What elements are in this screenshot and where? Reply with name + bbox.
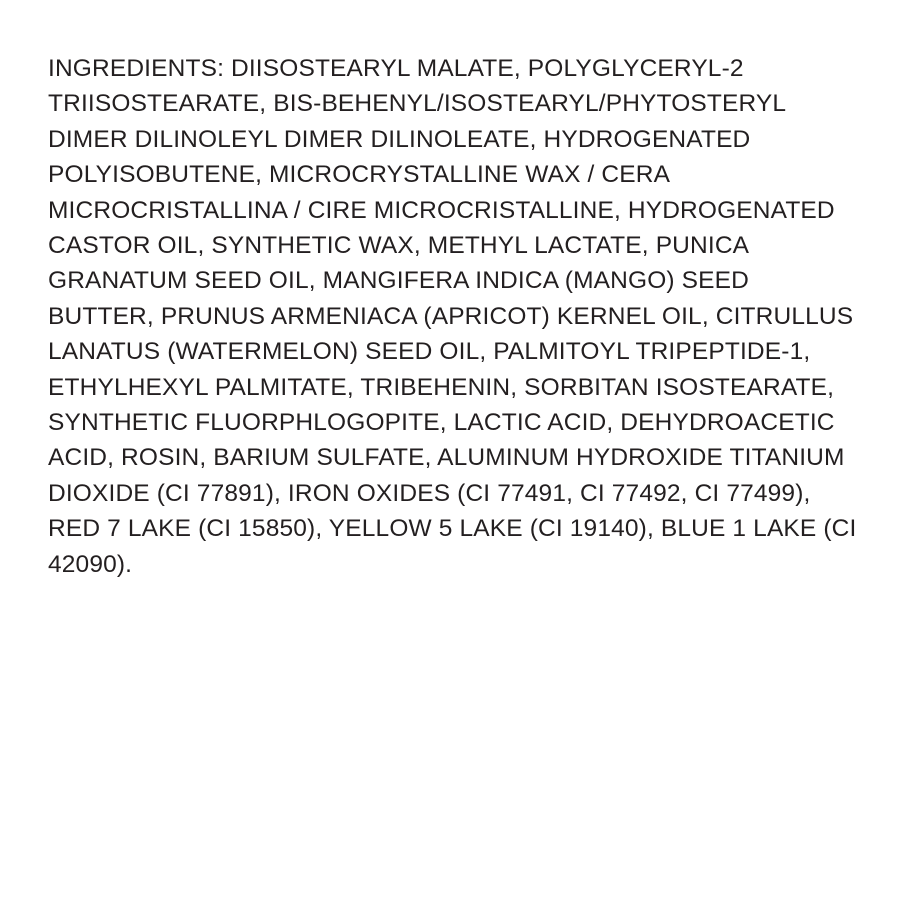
ingredients-block bbox=[48, 51, 864, 582]
ingredients-paragraph: INGREDIENTS: DIISOSTEARYL MALATE, POLYGLYCERYL-2 TRIISOSTEARATE, BIS-BEHENYL/ISOSTEARYL/PHYTOSTERYL DIMER DILINOLEYL DIMER DILINOLEATE, HYDROGENATED POLYISOBUTENE, MICROCRYSTALLINE WAX / CERA MICROCRISTALLINA / CIRE MICROCRISTALLINE, HYDROGENATED CASTOR OIL, SYNTHETIC WAX, METHYL LACTATE, PUNICA GRANATUM SEED OIL, MANGIFERA INDICA (MANGO) SEED BUTTER, PRUNUS ARMENIACA (APRICOT) KERNEL OIL, CITRULLUS LANATUS (WATERMELON) SEED OIL, PALMITOYL TRIPEPTIDE-1, ETHYLHEXYL PALMITATE, TRIBEHENIN, SORBITAN ISOSTEARATE, SYNTHETIC FLUORPHLOGOPITE, LACTIC ACID, DEHYDROACETIC ACID, ROSIN, BARIUM SULFATE, ALUMINUM HYDROXIDE TITANIUM DIOXIDE (CI 77891), IRON OXIDES (CI 77491, CI 77492, CI 77499), RED 7 LAKE (CI 15850), YELLOW 5 LAKE (CI 19140), BLUE 1 LAKE (CI 42090). bbox=[48, 55, 864, 578]
